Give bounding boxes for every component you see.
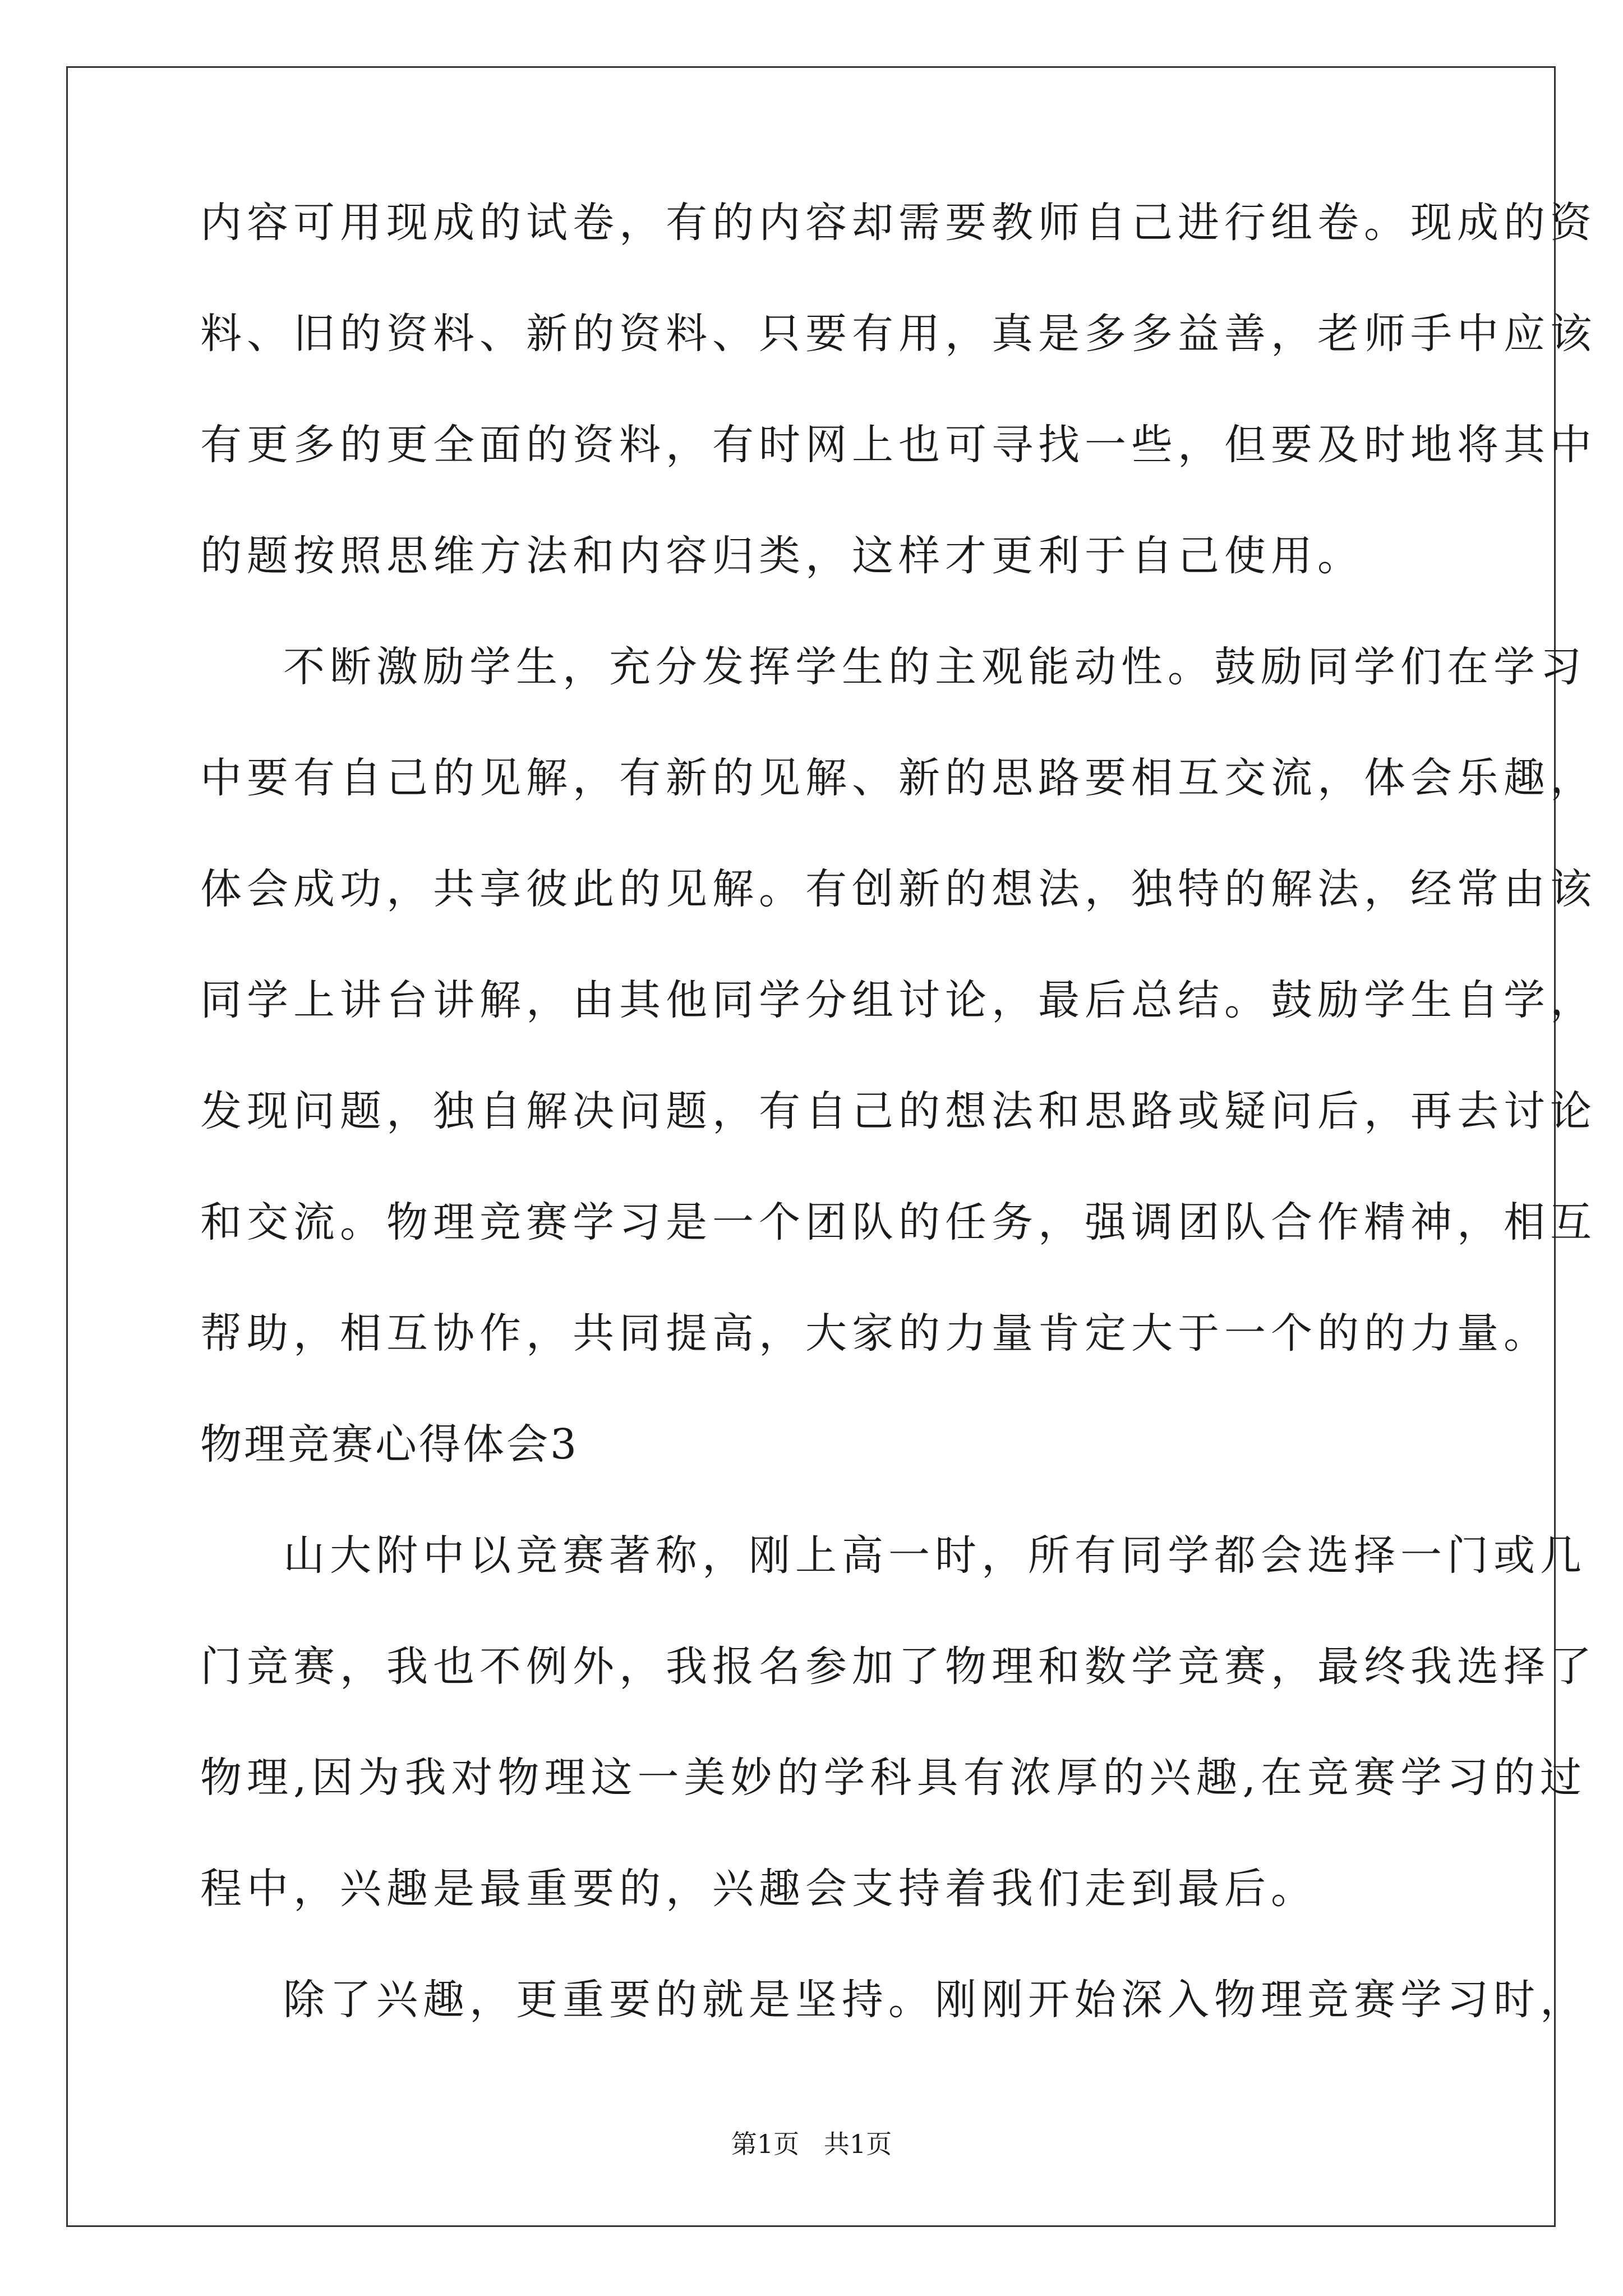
paragraph-line: 程中，兴趣是最重要的，兴趣会支持着我们走到最后。 bbox=[200, 1865, 1317, 1913]
paragraph-line: 山大附中以竞赛著称，刚上高一时，所有同学都会选择一门或几 bbox=[283, 1531, 1587, 1580]
paragraph-line: 物理,因为我对物理这一美妙的学科具有浓厚的兴趣,在竞赛学习的过 bbox=[200, 1754, 1587, 1802]
paragraph-line: 中要有自己的见解，有新的见解、新的思路要相互交流，体会乐趣， bbox=[200, 754, 1597, 802]
paragraph-line: 料、旧的资料、新的资料、只要有用，真是多多益善，老师手中应该 bbox=[200, 310, 1597, 358]
paragraph-line: 除了兴趣，更重要的就是坚持。刚刚开始深入物理竞赛学习时， bbox=[283, 1976, 1587, 2024]
paragraph-line: 帮助，相互协作，共同提高，大家的力量肯定大于一个的的力量。 bbox=[200, 1309, 1550, 1358]
paragraph-line: 不断激励学生，充分发挥学生的主观能动性。鼓励同学们在学习 bbox=[283, 643, 1587, 691]
page-footer: 第1页 共1页 bbox=[731, 2129, 892, 2159]
paragraph-line: 体会成功，共享彼此的见解。有创新的想法，独特的解法，经常由该 bbox=[200, 865, 1597, 913]
document-body bbox=[200, 199, 1597, 2090]
paragraph-line: 门竞赛，我也不例外，我报名参加了物理和数学竞赛，最终我选择了 bbox=[200, 1642, 1597, 1691]
paragraph-line: 发现问题，独自解决问题，有自己的想法和思路或疑问后，再去讨论 bbox=[200, 1087, 1597, 1135]
paragraph-line: 有更多的更全面的资料，有时网上也可寻找一些，但要及时地将其中 bbox=[200, 421, 1597, 469]
paragraph-line: 同学上讲台讲解，由其他同学分组讨论，最后总结。鼓励学生自学， bbox=[200, 976, 1597, 1024]
paragraph-line: 的题按照思维方法和内容归类，这样才更利于自己使用。 bbox=[200, 532, 1364, 580]
section-heading: 物理竞赛心得体会3 bbox=[200, 1420, 579, 1469]
paragraph-line: 内容可用现成的试卷，有的内容却需要教师自己进行组卷。现成的资 bbox=[200, 199, 1597, 247]
paragraph-line: 和交流。物理竞赛学习是一个团队的任务，强调团队合作精神，相互 bbox=[200, 1198, 1597, 1246]
